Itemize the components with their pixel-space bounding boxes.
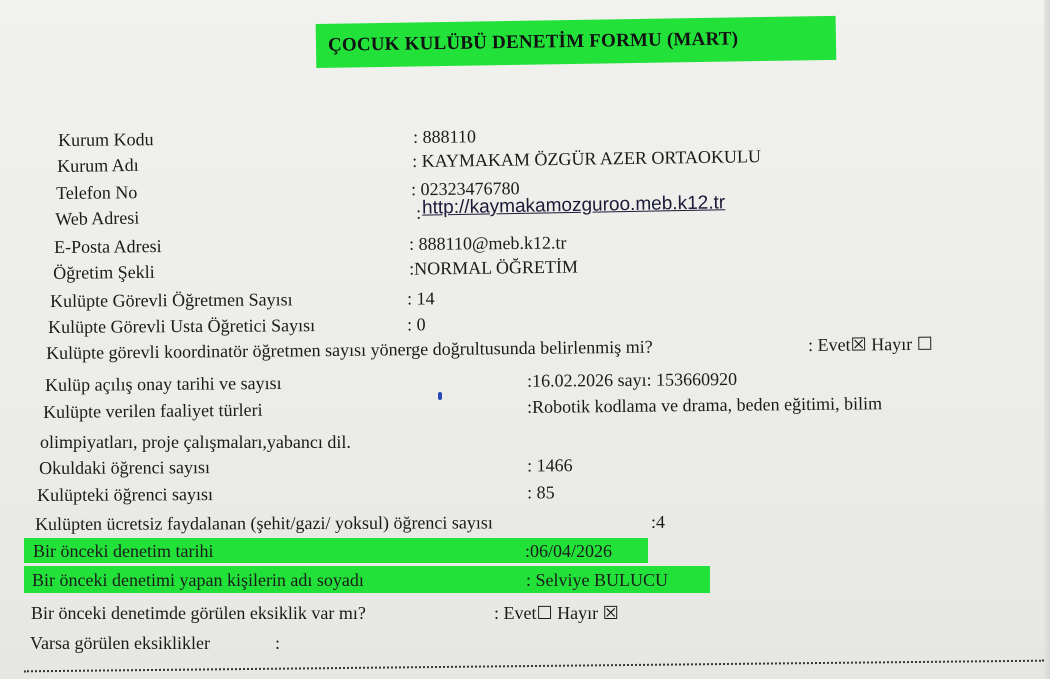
field-label: Web Adresi: [55, 207, 140, 229]
field-value: : KAYMAKAM ÖZGÜR AZER ORTAOKULU: [411, 146, 762, 172]
field-value: : 14: [407, 288, 435, 309]
field-label: Öğretim Şekli: [53, 261, 155, 283]
prev-date-value: :06/04/2026: [525, 541, 613, 561]
field-value: : 888110: [413, 126, 477, 147]
prev-date-label: Bir önceki denetim tarihi: [33, 541, 214, 561]
school-students-value: : 1466: [527, 455, 573, 476]
deficiencies-label: Varsa görülen eksiklikler: [30, 633, 210, 653]
approval-label: Kulüp açılış onay tarihi ve sayısı: [45, 372, 282, 395]
approval-value: :16.02.2026 sayı: 153660920: [526, 368, 738, 391]
field-label: E-Posta Adresi: [54, 236, 162, 257]
dotted-answer-line: [24, 660, 1044, 676]
prev-inspector-label: Bir önceki denetimi yapan kişilerin adı soyadı: [32, 570, 364, 590]
field-label: Telefon No: [56, 182, 138, 203]
coordinator-answer: : Evet☒ Hayır ☐: [807, 333, 933, 356]
form-title: ÇOCUK KULÜBÜ DENETİM FORMU (MART): [316, 16, 837, 68]
field-label: Kurum Kodu: [58, 129, 154, 150]
field-separator: :: [415, 202, 422, 223]
field-label: Kulüpte Görevli Öğretmen Sayısı: [50, 289, 293, 311]
activities-value: :Robotik kodlama ve drama, beden eğitimi, bilim: [526, 393, 883, 417]
coordinator-question: Kulüpte görevli koordinatör öğretmen sayısı yönerge doğrultusunda belirlenmiş mi?: [46, 336, 653, 363]
field-value: : 02323476780: [411, 178, 520, 200]
free-students-value: :4: [651, 511, 666, 532]
field-value: : 888110@meb.k12.tr: [409, 232, 567, 254]
club-students-label: Kulüpteki öğrenci sayısı: [37, 484, 214, 505]
field-value: : 0: [407, 314, 426, 335]
web-link[interactable]: http://kaymakamozguroo.meb.k12.tr: [421, 192, 726, 219]
school-students-label: Okuldaki öğrenci sayısı: [39, 457, 211, 478]
page-edge: [1044, 0, 1050, 679]
ink-speck: [438, 392, 442, 400]
free-students-label: Kulüpten ücretsiz faydalanan (şehit/gazi/ yoksul) öğrenci sayısı: [35, 512, 493, 534]
activities-label: Kulüpte verilen faaliyet türleri: [43, 399, 263, 422]
club-students-value: : 85: [527, 482, 555, 503]
field-value: :NORMAL ÖĞRETİM: [408, 256, 579, 279]
field-label: Kurum Adı: [57, 154, 139, 176]
prev-deficiency-question: Bir önceki denetimde görülen eksiklik var mı?: [31, 603, 366, 623]
activities-continuation-text: olimpiyatları, proje çalışmaları,yabancı dil.: [40, 432, 351, 452]
prev-inspector-value: : Selviye BULUCU: [526, 570, 668, 590]
field-label: Kulüpte Görevli Usta Öğretici Sayısı: [48, 315, 316, 337]
deficiencies-value: :: [275, 633, 281, 653]
prev-deficiency-answer: : Evet☐ Hayır ☒: [494, 603, 619, 623]
